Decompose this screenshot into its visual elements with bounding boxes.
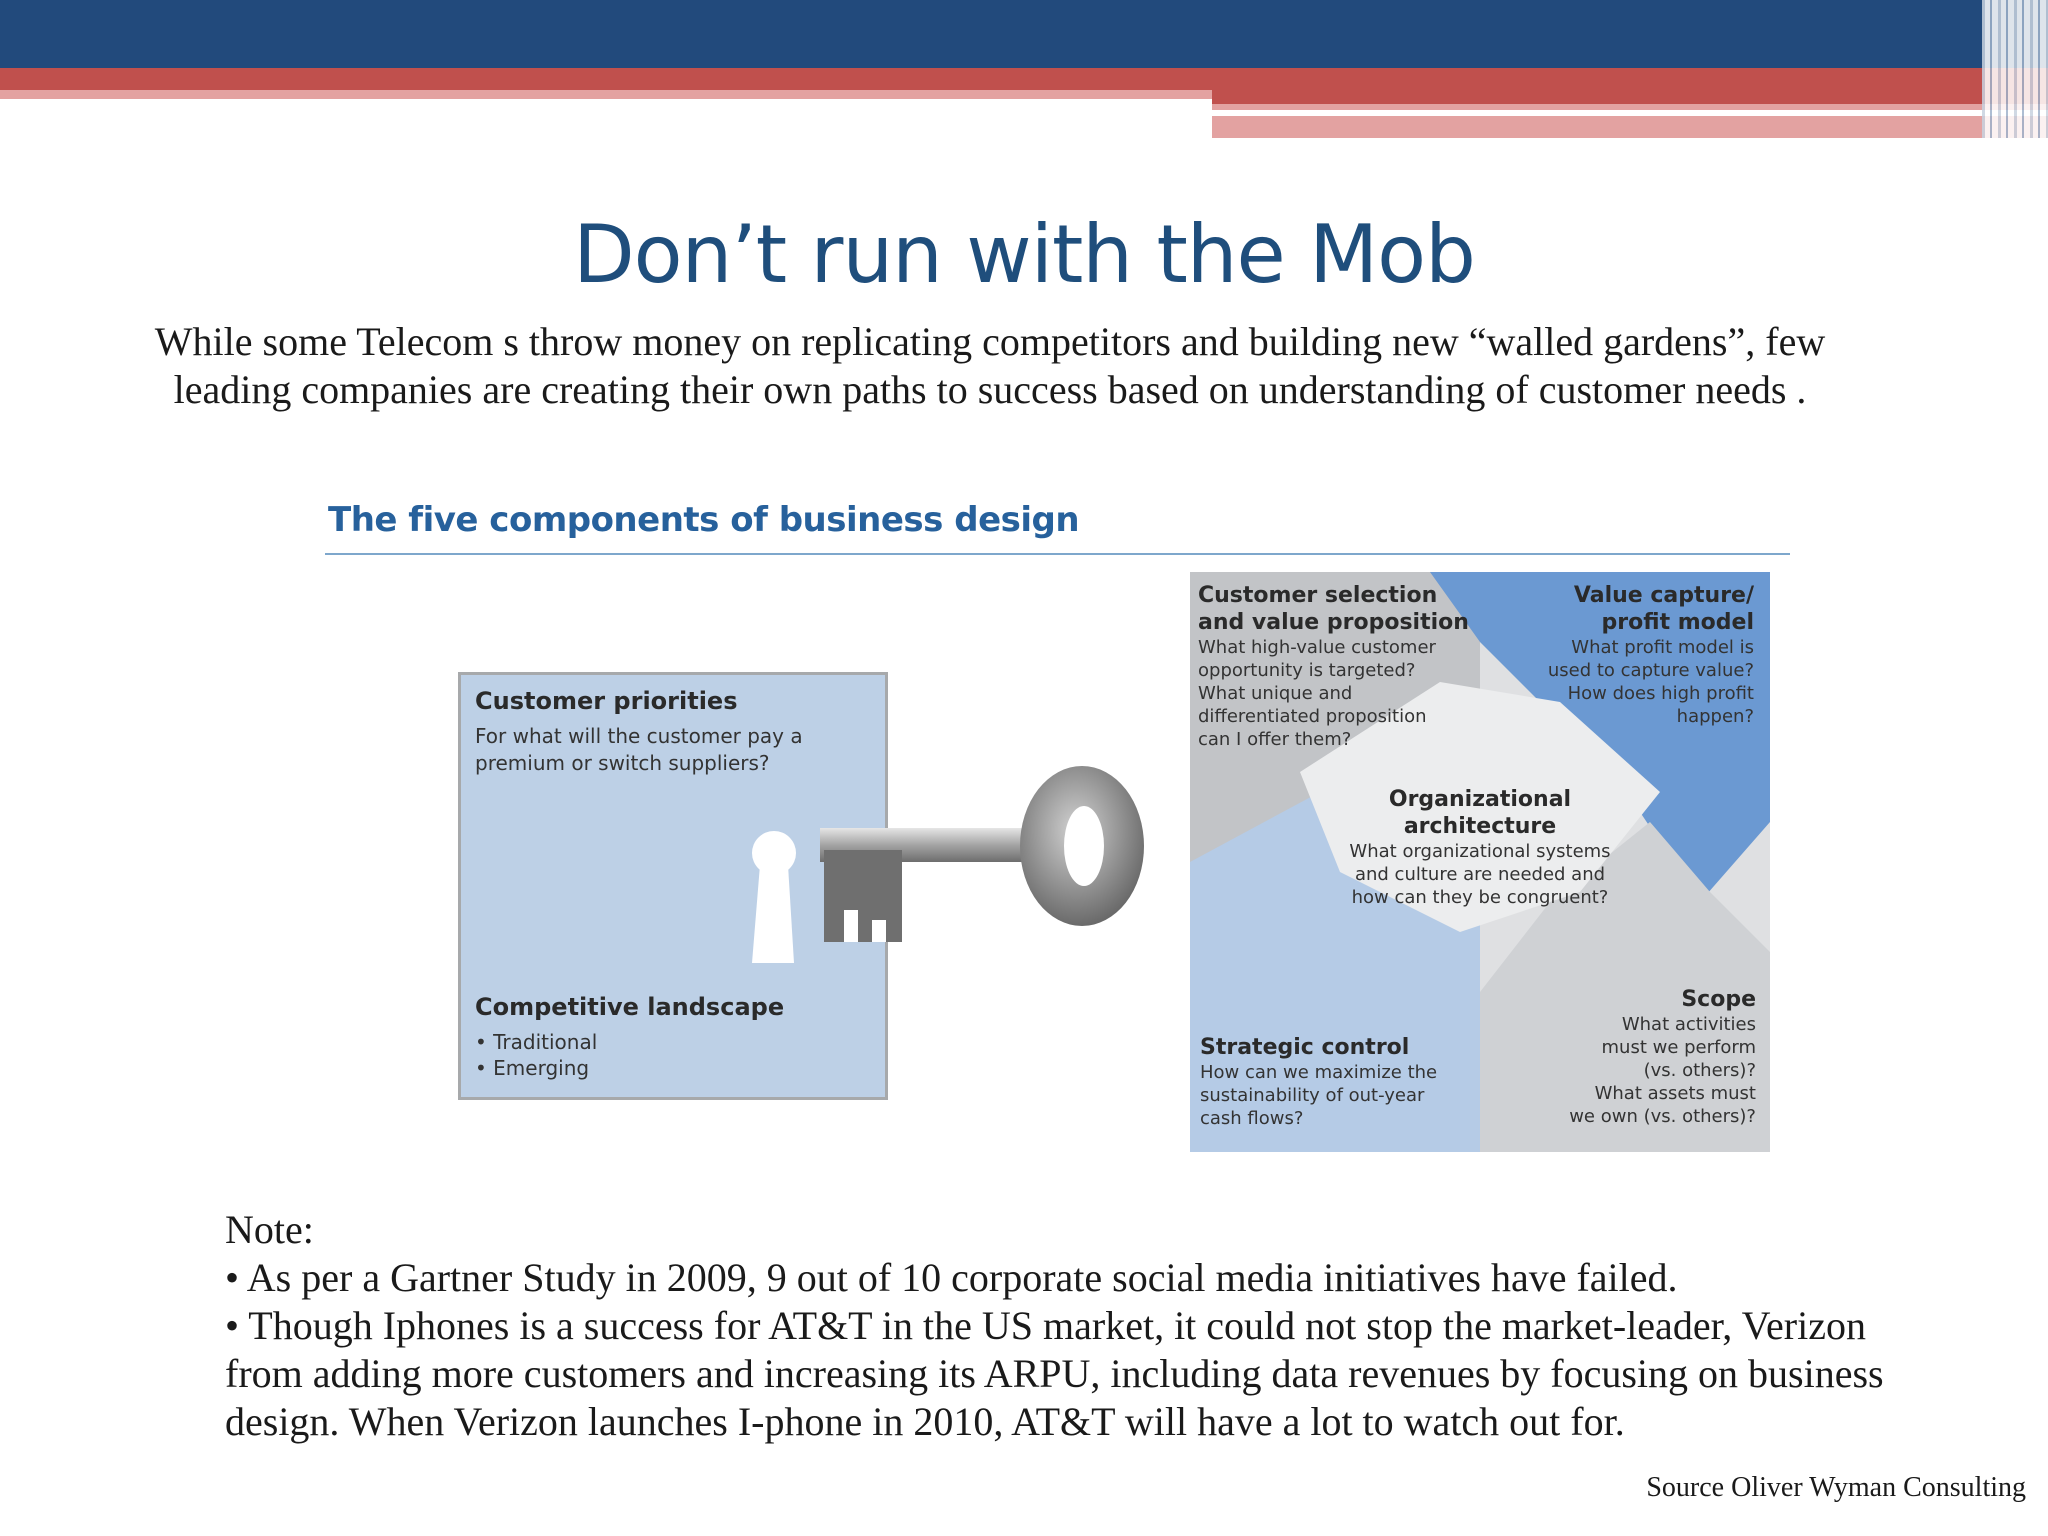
- strategic-control-line: sustainability of out-year: [1200, 1085, 1425, 1106]
- header-bar-red: [0, 68, 2048, 90]
- header-bar-blue: [0, 0, 2048, 68]
- customer-selection-heading-2: and value proposition: [1198, 610, 1469, 635]
- strategic-control-line: cash flows?: [1200, 1108, 1304, 1129]
- scope-line: What activities: [1621, 1014, 1756, 1035]
- slide-title: Don’t run with the Mob: [573, 208, 1475, 301]
- customer-selection-line: can I offer them?: [1198, 729, 1352, 750]
- value-capture-line: How does high profit: [1567, 683, 1754, 704]
- landscape-item-traditional: • Traditional: [475, 1030, 598, 1054]
- organizational-block: [1330, 786, 1630, 909]
- value-capture-line: happen?: [1676, 706, 1754, 727]
- key-icon: [810, 760, 1170, 960]
- note-bullet-1: • As per a Gartner Study in 2009, 9 out of 10 corporate social media initiatives have failed.: [225, 1255, 1678, 1300]
- value-capture-heading-1: Value capture/: [1573, 583, 1754, 608]
- strategic-control-block: [1200, 1034, 1437, 1130]
- value-capture-line: What profit model is: [1571, 637, 1754, 658]
- customer-selection-line: opportunity is targeted?: [1198, 660, 1416, 681]
- note-label: Note:: [225, 1207, 314, 1252]
- landscape-item-emerging: • Emerging: [475, 1056, 590, 1080]
- organizational-heading-1: Organizational: [1388, 787, 1572, 812]
- scope-line: must we perform: [1601, 1037, 1756, 1058]
- strategic-control-line: How can we maximize the: [1200, 1062, 1438, 1083]
- strategic-control-heading: Strategic control: [1200, 1035, 1410, 1060]
- priorities-text-1: For what will the customer pay a: [475, 724, 803, 748]
- scope-heading: Scope: [1681, 987, 1756, 1012]
- organizational-line: how can they be congruent?: [1351, 887, 1609, 908]
- note-bullet-2: • Though Iphones is a success for AT&T in the US market, it could not stop the market-leader, Verizon from adding more customers and increasing its ARPU, including data revenues by focusing on business design. When Verizon launches I-phone in 2010, AT&T will have a lot to watch out for.: [225, 1303, 1884, 1444]
- customer-selection-heading-1: Customer selection: [1198, 583, 1438, 608]
- value-capture-line: used to capture value?: [1547, 660, 1754, 681]
- header-bar-pink: [0, 90, 1212, 99]
- scope-block: [1569, 986, 1756, 1128]
- landscape-heading: Competitive landscape: [475, 993, 785, 1021]
- value-capture-block: [1548, 582, 1754, 728]
- header-stripes: [1982, 0, 2048, 138]
- priorities-heading: Customer priorities: [475, 687, 738, 715]
- scope-line: What assets must: [1594, 1083, 1756, 1104]
- customer-selection-block: [1198, 582, 1469, 751]
- customer-selection-line: What high-value customer: [1198, 637, 1436, 658]
- organizational-line: and culture are needed and: [1354, 864, 1606, 885]
- figure-title: The five components of business design: [328, 500, 1080, 540]
- keyhole-icon: [746, 825, 806, 975]
- customer-selection-line: What unique and: [1198, 683, 1353, 704]
- organizational-heading-2: architecture: [1403, 814, 1557, 839]
- header-bar-red-right: [1212, 90, 2048, 104]
- priorities-text-2: premium or switch suppliers?: [475, 751, 770, 775]
- slide-intro: While some Telecom s throw money on replicating competitors and building new “walled gardens”, few leading companies are creating their own paths to success based on understanding of customer needs .: [154, 319, 1826, 412]
- scope-line: (vs. others)?: [1643, 1060, 1756, 1081]
- source-credit: Source Oliver Wyman Consulting: [1646, 1472, 2026, 1503]
- note-section: [225, 1206, 1885, 1446]
- figure-rule: [325, 553, 1790, 555]
- customer-selection-line: differentiated proposition: [1198, 706, 1427, 727]
- scope-line: we own (vs. others)?: [1569, 1106, 1756, 1127]
- organizational-line: What organizational systems: [1349, 841, 1611, 862]
- header-bar-pink-lower: [1212, 116, 2048, 138]
- value-capture-heading-2: profit model: [1601, 610, 1754, 635]
